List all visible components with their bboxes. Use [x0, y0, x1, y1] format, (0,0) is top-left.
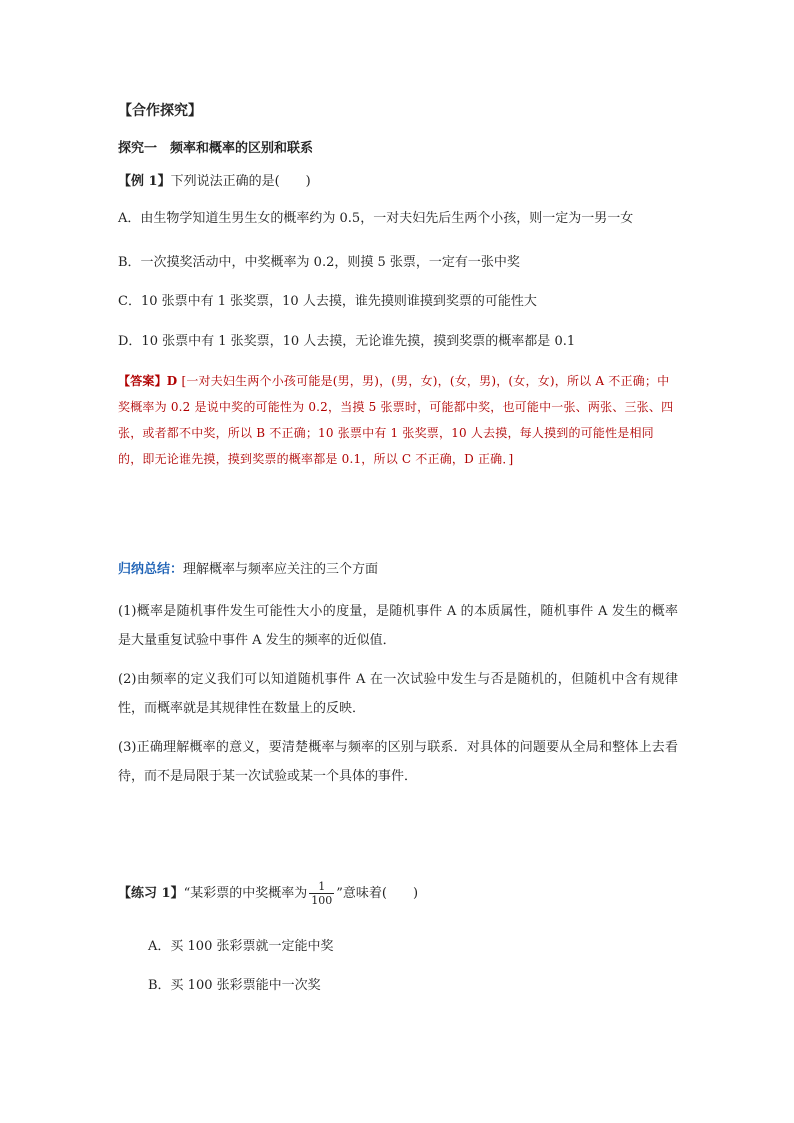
example-label: 【例 1】 — [118, 174, 171, 189]
exercise-option-a: A．买 100 张彩票就一定能中奖 — [148, 939, 334, 954]
example-option-b: B．一次摸奖活动中，中奖概率为 0.2，则摸 5 张票，一定有一张中奖 — [118, 255, 520, 270]
summary-item-1: (1)概率是随机事件发生可能性大小的度量，是随机事件 A 的本质属性，随机事件 A 发生的概率是大量重复试验中事件 A 发生的频率的近似值． — [118, 604, 678, 648]
example-option-d: D．10 张票中有 1 张奖票，10 人去摸，无论谁先摸，摸到奖票的概率都是 0.1 — [118, 334, 576, 349]
answer-block — [118, 368, 678, 472]
example-option-c: C．10 张票中有 1 张奖票，10 人去摸，谁先摸则谁摸到奖票的可能性大 — [118, 294, 537, 309]
fraction-numerator: 1 — [309, 880, 334, 894]
example-question-text: 下列说法正确的是( ) — [170, 174, 311, 189]
subsection-title: 探究一 频率和概率的区别和联系 — [118, 141, 314, 156]
answer-text: [一对夫妇生两个小孩可能是(男，男)，(男，女)，(女，男)，(女，女)，所以 A 不正确；中奖概率为 0.2 是说中奖的可能性为 0.2，当摸 5 张票时，可能都中奖，也可能中一张、两张、三张、四张，或者都不中奖，所以 B 不正确；10 张票中有 1 张奖票，10 人去摸，每人摸到的可能性是相同的，即无论谁先摸，摸到奖票的概率都是 0.1，所以 C 不正确，D 正确．] — [118, 374, 674, 466]
summary-title: 理解概率与频率应关注的三个方面 — [183, 562, 379, 577]
exercise-text-after: ”意味着( ) — [336, 886, 419, 901]
exercise-question — [118, 880, 678, 907]
exercise-text-before: “某彩票的中奖概率为 — [183, 886, 308, 901]
summary-heading — [118, 556, 678, 583]
fraction — [309, 880, 334, 907]
summary-label: 归纳总结： — [118, 562, 184, 577]
answer-label: 【答案】D — [118, 374, 178, 388]
summary-item-3: (3)正确理解概率的意义，要清楚概率与频率的区别与联系．对具体的问题要从全局和整体上去看待，而不是局限于某一次试验或某一个具体的事件． — [118, 740, 678, 784]
fraction-denominator: 100 — [311, 894, 333, 907]
example-option-a: A．由生物学知道生男生女的概率约为 0.5，一对夫妇先后生两个小孩，则一定为一男一女 — [118, 211, 634, 226]
exercise-option-b: B．买 100 张彩票能中一次奖 — [148, 978, 321, 993]
summary-item-2: (2)由频率的定义我们可以知道随机事件 A 在一次试验中发生与否是随机的，但随机中含有规律性，而概率就是其规律性在数量上的反映． — [118, 672, 678, 716]
section-title: 【合作探究】 — [118, 103, 202, 119]
exercise-label: 【练习 1】 — [118, 886, 184, 901]
example-question — [118, 168, 678, 195]
